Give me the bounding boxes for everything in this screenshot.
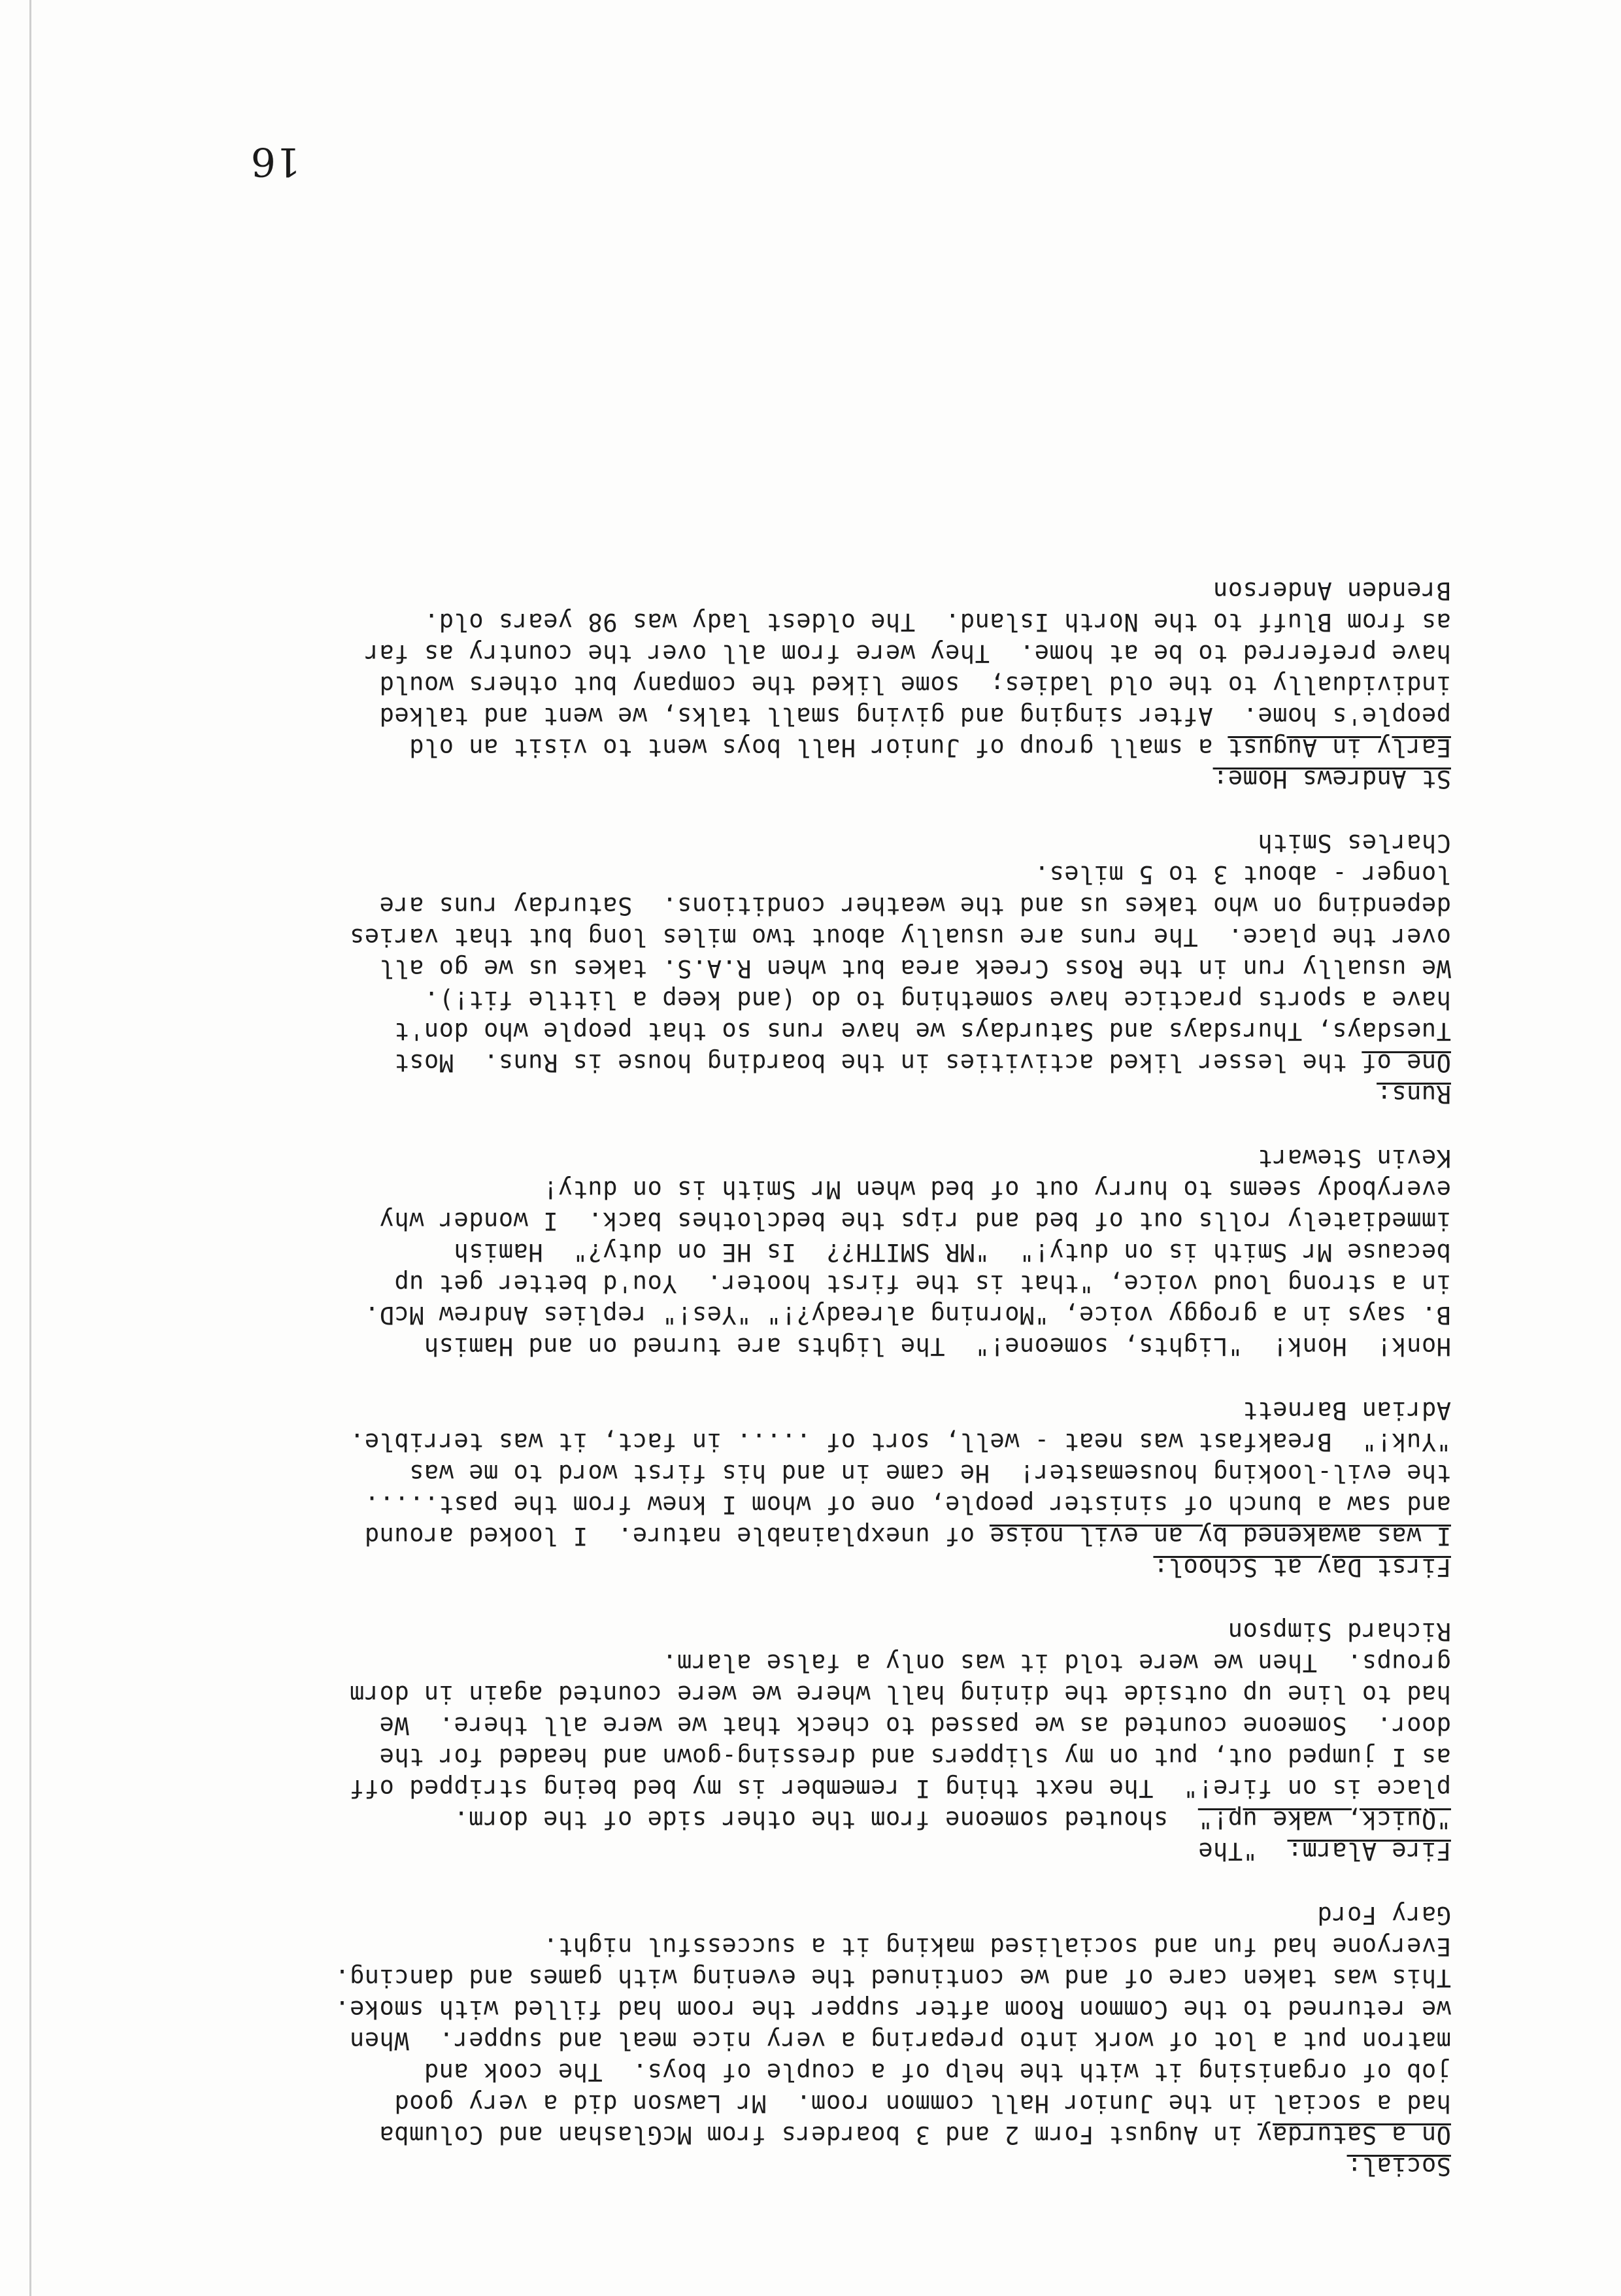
- underlined-phrase: On a Saturday: [1257, 2121, 1451, 2149]
- text-line: we returned to the Common Room after supper the room had filled with smoke.: [334, 1995, 1451, 2023]
- text-line: longer - about 3 to 5 miles.: [1034, 860, 1451, 888]
- section-honk: [124, 1142, 1451, 1362]
- section-runs: [124, 827, 1451, 1109]
- text-line: the evil-looking housemaster! He came in and his first word to me was: [409, 1459, 1451, 1487]
- text-line: individually to the old ladies; some liked the company but others would: [379, 671, 1451, 699]
- text-line: Honk! Honk! "Lights, someone!" The lights are turned on and Hamish: [424, 1332, 1451, 1360]
- section-first-line: [124, 732, 1451, 763]
- section-social: [124, 1899, 1451, 2182]
- text-line: as I jumped out, put on my slippers and dressing-gown and headed for the: [379, 1743, 1451, 1771]
- text-line: Tuesdays, Thursdays and Saturdays we have runs so that people who don't: [393, 1017, 1451, 1045]
- text-line: job of organising it with the help of a couple of boys. The cook and: [424, 2058, 1451, 2086]
- text-line: matron put a lot of work into preparing a very nice meal and supper. When: [349, 2027, 1451, 2055]
- text-line: in a strong loud voice, "that is the first hooter. You'd better get up: [393, 1270, 1451, 1298]
- author-name: Kevin Stewart: [1257, 1144, 1451, 1172]
- text-line: have preferred to be at home. They were from all over the country as far: [364, 639, 1451, 667]
- section-first-line: [124, 1520, 1451, 1551]
- section-heading-fire-alarm: Fire Alarm:: [1287, 1837, 1451, 1865]
- author-name: Brenden Anderson: [1212, 577, 1451, 605]
- scan-edge-line: [29, 0, 31, 2296]
- text-line: and saw a bunch of sinister people, one of whom I knew from the past.....: [364, 1491, 1451, 1519]
- text-line: because Mr Smith is on duty!" "MR SMITH?? Is HE on duty?" Hamish: [454, 1238, 1451, 1266]
- line-text: of unexplainable nature. I looked around: [364, 1522, 990, 1550]
- text-line: Everyone had fun and socialised making it a successful night.: [543, 1933, 1451, 1961]
- section-heading-first-day: First Day at School:: [1153, 1553, 1451, 1581]
- text-line: "Yuk!" Breakfast was neat - well, sort of ..... in fact, it was terrible.: [349, 1428, 1451, 1456]
- section-first-line: [124, 2119, 1451, 2150]
- text-line: We usually run in the Ross Creek area but when R.A.S. takes us we go all: [379, 954, 1451, 983]
- underlined-phrase: I was awakened by an evil noise: [989, 1522, 1451, 1550]
- section-fire-alarm: [124, 1615, 1451, 1866]
- section-heading-st-andrews: St Andrews Home:: [1212, 765, 1451, 793]
- text-line: had to line up outside the dining hall where we were counted again in dorm: [349, 1680, 1451, 1708]
- text-line: people's home. After singing and giving small talks, we went and talked: [379, 702, 1451, 730]
- section-first-line: [124, 1804, 1451, 1835]
- section-heading-runs: Runs:: [1377, 1080, 1451, 1108]
- text-line: everybody seems to hurry out of bed when Mr Smith is on duty!: [543, 1175, 1451, 1204]
- underlined-phrase: "Quick, wake up!": [1197, 1806, 1451, 1834]
- text-line: had a social in the Junior Hall common room. Mr Lawson did a very good: [393, 2089, 1451, 2118]
- section-heading-line: [124, 1835, 1451, 1866]
- section-heading-social: Social:: [1346, 2152, 1451, 2180]
- underlined-phrase: One of: [1362, 1049, 1451, 1077]
- text-line: groups. Then we were told it was only a false alarm.: [661, 1649, 1451, 1677]
- line-text: "The: [1197, 1837, 1288, 1865]
- section-first-line: [124, 1047, 1451, 1078]
- author-name: Adrian Barnett: [1243, 1396, 1451, 1425]
- text-line: B. says in a groggy voice, "Morning already?!" "Yes!" replies Andrew McD.: [364, 1301, 1451, 1329]
- line-text: the lesser liked activities in the boarding house is Runs. Most: [393, 1049, 1362, 1077]
- text-line: immediately rolls out of bed and rips the bedclothes back. I wonder why: [379, 1207, 1451, 1235]
- page-number: 16: [250, 139, 301, 184]
- section-first-day: [124, 1394, 1451, 1583]
- underlined-phrase: Early in August: [1228, 734, 1451, 762]
- author-name: Charles Smith: [1257, 829, 1451, 857]
- text-line: have a sports practice have something to do (and keep a little fit!).: [424, 986, 1451, 1014]
- text-line: depending on who takes us and the weather conditions. Saturday runs are: [379, 892, 1451, 920]
- text-line: as from Bluff to the North Island. The oldest lady was 98 years old.: [424, 608, 1451, 636]
- line-text: in August Form 2 and 3 boarders from McGlashan and Columba: [379, 2121, 1258, 2149]
- text-line: door. Someone counted as we passed to check that we were all there. We: [379, 1712, 1451, 1740]
- line-text: a small group of Junior Hall boys went to visit an old: [409, 734, 1228, 762]
- text-line: place is on fire!" The next thing I remember is my bed being stripped off: [349, 1774, 1451, 1802]
- author-name: Gary Ford: [1317, 1901, 1451, 1929]
- line-text: shouted someone from the other side of the dorm.: [454, 1806, 1198, 1834]
- text-line: This was taken care of and we continued the evening with games and dancing.: [334, 1964, 1451, 1992]
- page-content: [124, 542, 1451, 2182]
- author-name: Richard Simpson: [1228, 1617, 1451, 1646]
- text-line: over the place. The runs are usually about two miles long but that varies: [349, 923, 1451, 951]
- section-st-andrews: [124, 575, 1451, 794]
